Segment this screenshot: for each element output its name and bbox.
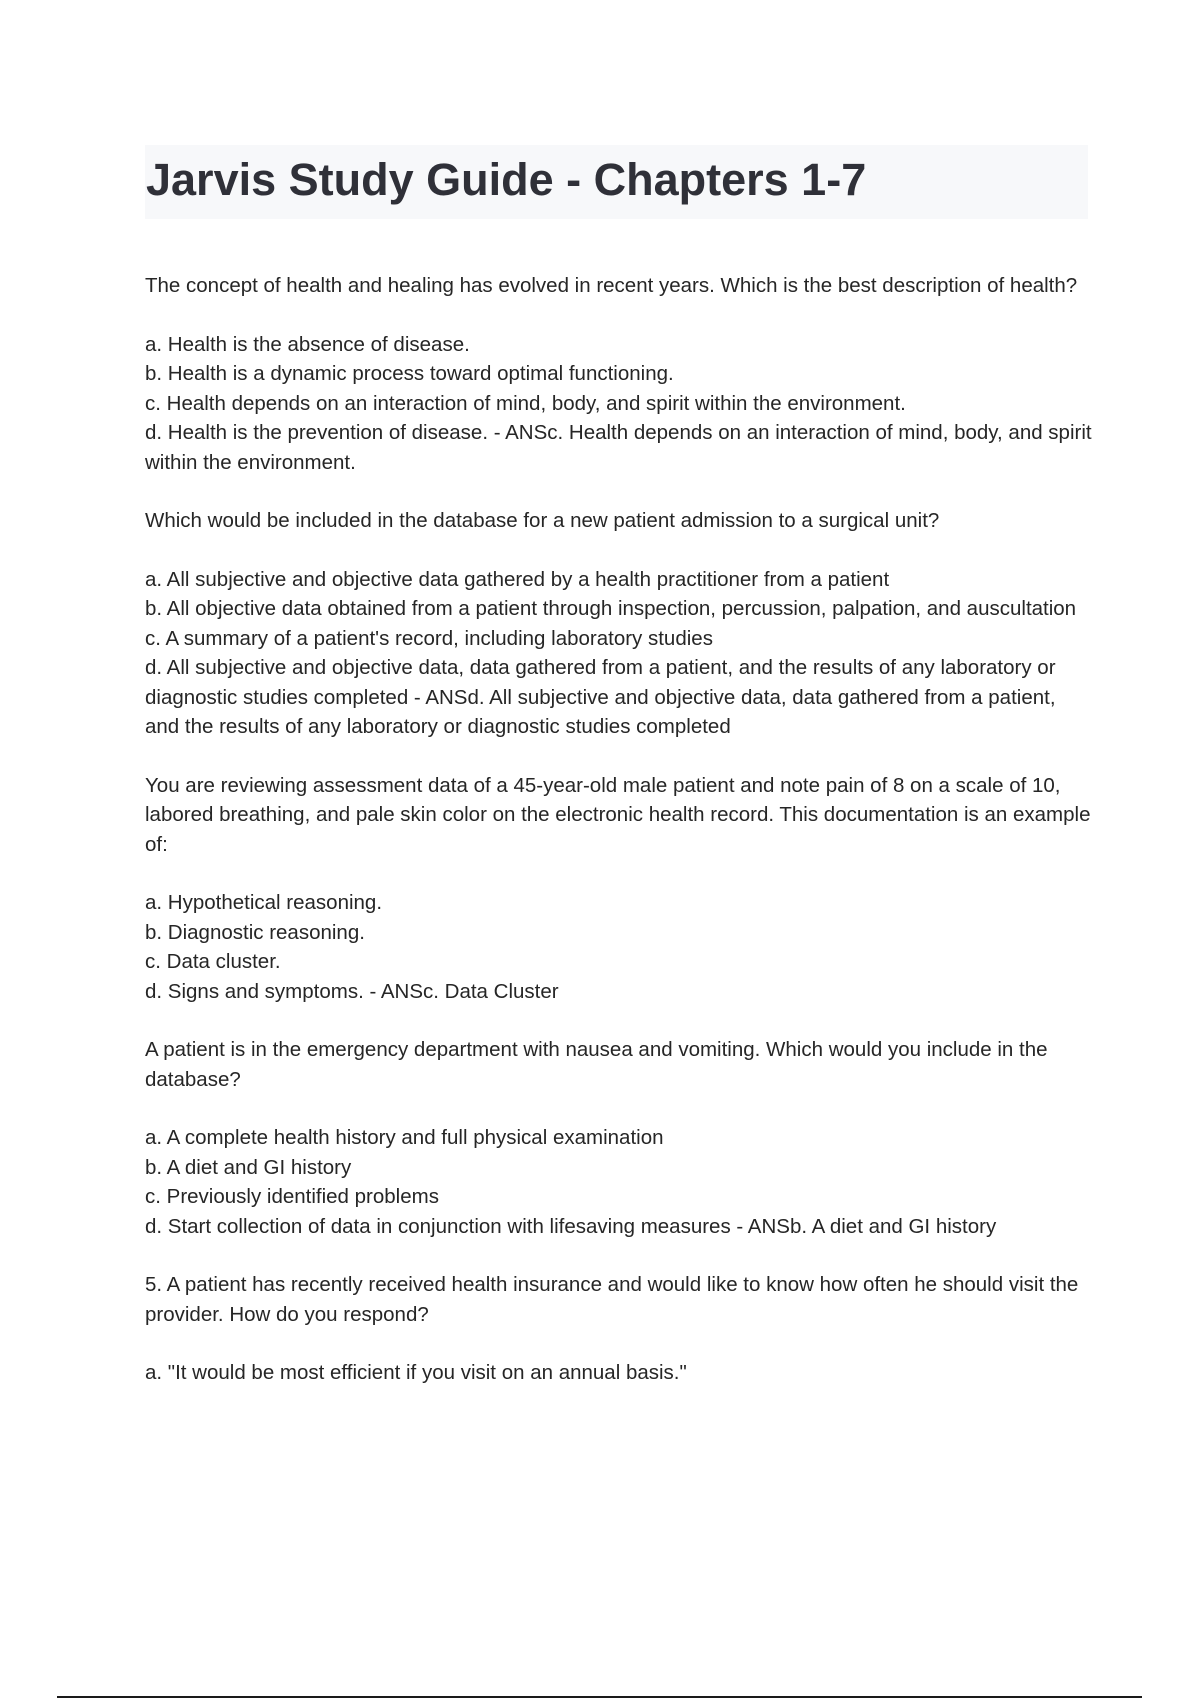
option-list <box>145 565 1095 742</box>
option-a: a. Hypothetical reasoning. <box>145 891 383 914</box>
option-d-answer: d. Health is the prevention of disease. - ANSc. Health depends on an interaction of mind, body, and spirit within the environment. <box>145 421 1092 474</box>
question-text: 5. A patient has recently received health insurance and would like to know how often he should visit the provider. How do you respond? <box>145 1273 1079 1326</box>
option-c: c. Previously identified problems <box>145 1185 439 1208</box>
question-text: Which would be included in the database for a new patient admission to a surgical unit? <box>145 509 940 532</box>
option-a: a. Health is the absence of disease. <box>145 332 470 356</box>
option-c: c. Data cluster. <box>145 950 281 973</box>
question-block-4 <box>145 1035 1095 1241</box>
page-title: Jarvis Study Guide - Chapters 1-7 <box>146 154 867 205</box>
question-block-2 <box>145 506 1095 742</box>
question-text: The concept of health and healing has evolved in recent years. Which is the best description of health? <box>145 274 1078 297</box>
option-b: b. Health is a dynamic process toward optimal functioning. <box>145 362 674 385</box>
question-text: You are reviewing assessment data of a 45-year-old male patient and note pain of 8 on a scale of 10, labored breathing, and pale skin color on the electronic health record. This documentation is an example of: <box>145 773 1091 856</box>
footer-divider <box>57 1696 1142 1698</box>
question-text: A patient is in the emergency department with nausea and vomiting. Which would you include in the database? <box>145 1038 1048 1091</box>
option-list <box>145 1123 1095 1241</box>
option-a: a. "It would be most efficient if you visit on an annual basis." <box>145 1361 687 1384</box>
option-b: b. All objective data obtained from a patient through inspection, percussion, palpation, and auscultation <box>145 597 1077 620</box>
option-c: c. Health depends on an interaction of mind, body, and spirit within the environment. <box>145 391 906 415</box>
option-list <box>145 1358 1095 1388</box>
option-d-answer: d. All subjective and objective data, data gathered from a patient, and the results of any laboratory or diagnostic studies completed - ANSd. All subjective and objective data, data gathered from a patient, and the results of any laboratory or diagnostic studies completed <box>145 656 1056 738</box>
option-a: a. All subjective and objective data gathered by a health practitioner from a patient <box>145 567 890 591</box>
option-list <box>145 888 1095 1006</box>
option-list <box>145 330 1095 478</box>
option-b: b. Diagnostic reasoning. <box>145 920 365 944</box>
option-c: c. A summary of a patient's record, including laboratory studies <box>145 626 713 650</box>
question-block-5 <box>145 1270 1095 1388</box>
option-d-answer: d. Start collection of data in conjunction with lifesaving measures - ANSb. A diet and GI history <box>145 1214 997 1238</box>
option-d-answer: d. Signs and symptoms. - ANSc. Data Cluster <box>145 979 559 1003</box>
document-body <box>145 271 1095 1417</box>
option-b: b. A diet and GI history <box>145 1155 352 1179</box>
option-a: a. A complete health history and full physical examination <box>145 1126 664 1149</box>
question-block-3 <box>145 771 1095 1007</box>
question-block-1 <box>145 271 1095 477</box>
